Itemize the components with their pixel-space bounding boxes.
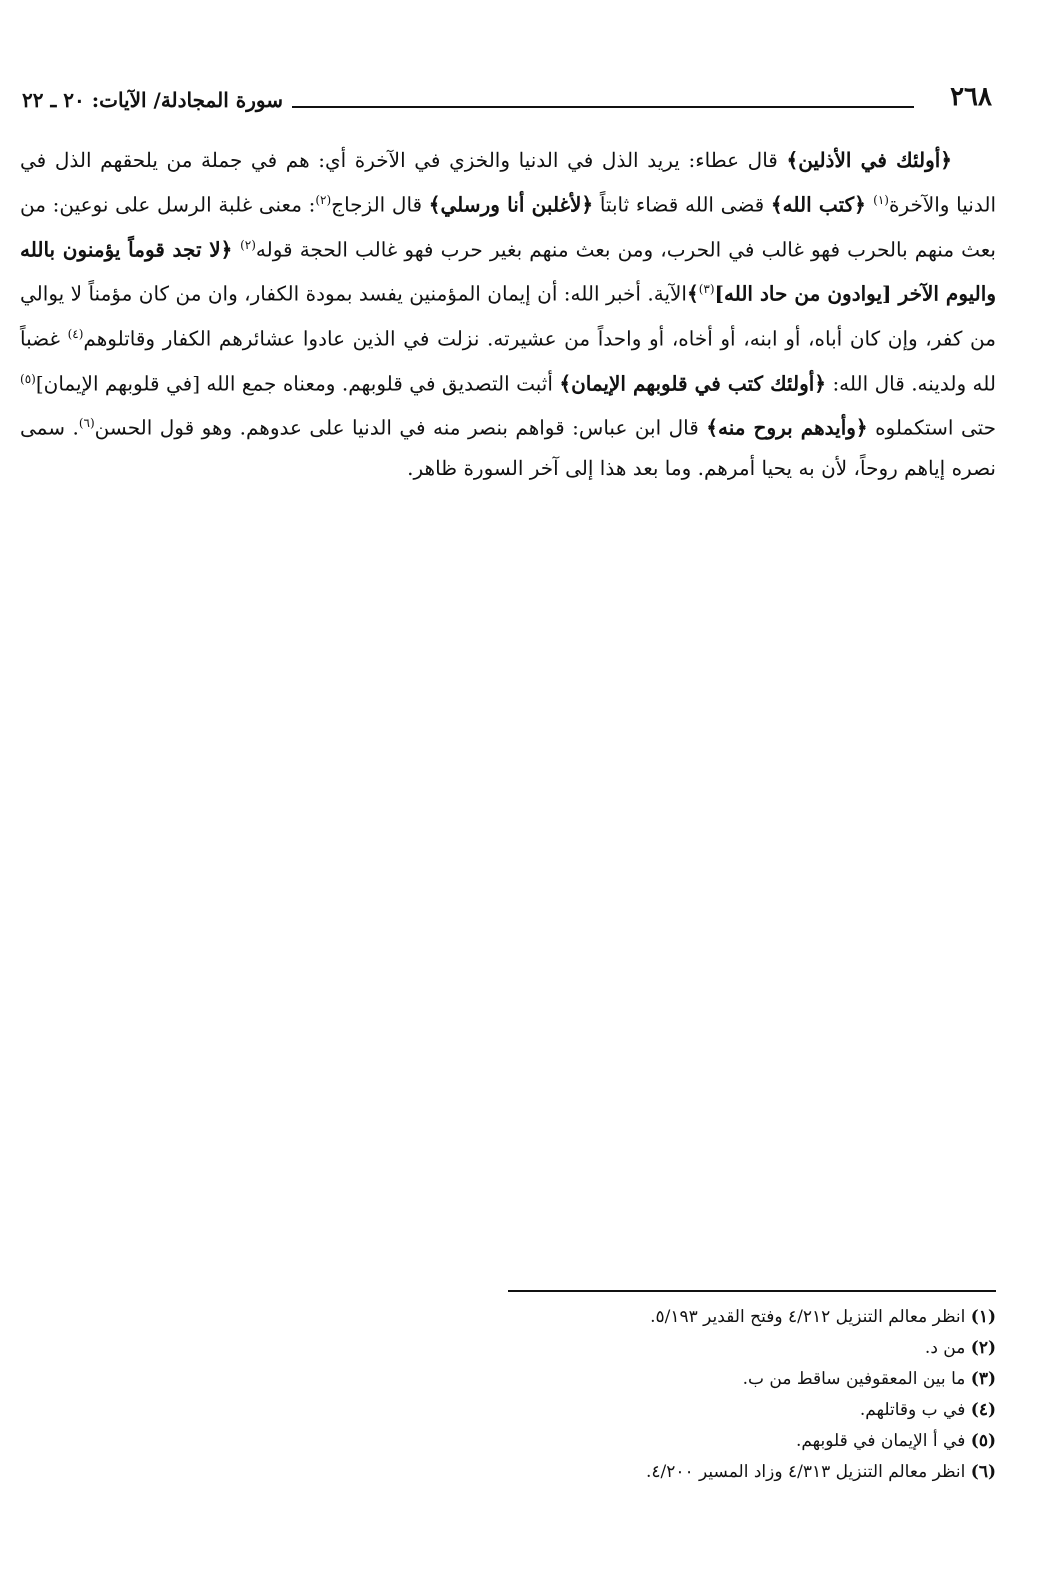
footnote-number: (١) — [970, 1307, 996, 1327]
main-text — [20, 140, 996, 488]
page-header — [22, 82, 992, 122]
footnote-3 — [296, 1364, 996, 1395]
footnote-text: في أ الإيمان في قلوبهم. — [795, 1431, 971, 1451]
quran-quote: ﴿كتب الله﴾ — [770, 192, 874, 217]
footnote-ref: (٤) — [67, 326, 84, 341]
page-number: ٢٦٨ — [950, 82, 992, 112]
footnote-ref: (٦) — [78, 416, 95, 431]
footnote-2 — [296, 1333, 996, 1364]
quran-quote: ﴿لأغلبن أنا ورسلي﴾ — [428, 192, 594, 217]
footnote-ref: (٥) — [20, 371, 36, 386]
commentary-text: قال عطاء: يريد الذل في الدنيا والخزي في الآخرة أي: هم في جملة من يلحقهم الذل في الدنيا والآخرة — [20, 148, 996, 217]
footnote-number: (٤) — [970, 1400, 996, 1420]
footnote-ref: (٢) — [315, 193, 332, 207]
footnote-number: (٣) — [970, 1369, 996, 1389]
quran-quote: ﴿لا تجد قوماً يؤمنون بالله واليوم الآخر [يوادون من حاد الله] — [20, 237, 996, 306]
commentary-text: غضباً لله ولدينه. قال الله: — [20, 326, 996, 396]
main-paragraph — [20, 140, 996, 488]
footnote-ref: (٣) — [698, 282, 715, 297]
footnote-number: (٢) — [970, 1338, 996, 1358]
footnote-ref: (٢) — [240, 237, 256, 252]
commentary-text: قال ابن عباس: قواهم بنصر منه في الدنيا على عدوهم. وهو قول الحسن — [94, 415, 707, 440]
commentary-text: أثبت التصديق في قلوبهم. ومعناه جمع الله [في قلوبهم الإيمان] — [35, 371, 560, 396]
footnote-ref: (١) — [873, 193, 889, 207]
footnote-number: (٦) — [970, 1462, 996, 1482]
commentary-text: قضى الله قضاء ثابتاً — [593, 192, 771, 217]
footnote-text: انظر معالم التنزيل ٤/٣١٣ وزاد المسير ٤/٢٠٠. — [645, 1462, 971, 1482]
footnote-6 — [296, 1457, 996, 1488]
commentary-text: حتى استكملوه — [867, 415, 997, 440]
commentary-text: قال الزجاج — [331, 192, 429, 217]
footnote-4 — [296, 1395, 996, 1426]
running-title: سورة المجادلة/ الآيات: ٢٠ ـ ٢٢ — [22, 88, 283, 112]
quran-quote: ﴿وأيدهم بروح منه﴾ — [706, 415, 868, 440]
footnote-rule — [508, 1290, 996, 1292]
quran-quote: ﴿أولئك في الأذلين﴾ — [786, 148, 953, 172]
quran-quote: ﴿أولئك كتب في قلوبهم الإيمان﴾ — [559, 371, 827, 396]
commentary-text: : معنى غلبة الرسل على نوعين: من بعث منهم بالحرب فهو غالب في الحرب، ومن بعث منهم بغير حرب فهو غالب الحجة قوله — [20, 192, 996, 262]
commentary-text: . سمى نصره إياهم روحاً، لأن به يحيا أمرهم. وما بعد هذا إلى آخر السورة ظاهر. — [20, 415, 996, 480]
footnote-5 — [296, 1426, 996, 1457]
commentary-text: الآية. أخبر الله: أن إيمان المؤمنين يفسد بمودة الكفار، وان من كان مؤمناً لا يوالي من كفر، وإن كان أباه، أو ابنه، أو أخاه، أو واحداً من عشيرته. نزلت في الذين عادوا عشائرهم الكفار وقاتلوهم — [20, 281, 996, 351]
quran-quote: ﴾ — [686, 281, 699, 306]
footnote-text: في ب وقاتلهم. — [859, 1400, 971, 1420]
header-rule — [292, 106, 914, 108]
footnote-text: من د. — [924, 1338, 971, 1358]
footnote-1 — [296, 1302, 996, 1333]
footnotes — [296, 1302, 996, 1488]
footnote-number: (٥) — [970, 1431, 996, 1451]
footnote-text: ما بين المعقوفين ساقط من ب. — [742, 1369, 971, 1389]
footnote-text: انظر معالم التنزيل ٤/٢١٢ وفتح القدير ٥/١٩٣. — [650, 1307, 971, 1327]
